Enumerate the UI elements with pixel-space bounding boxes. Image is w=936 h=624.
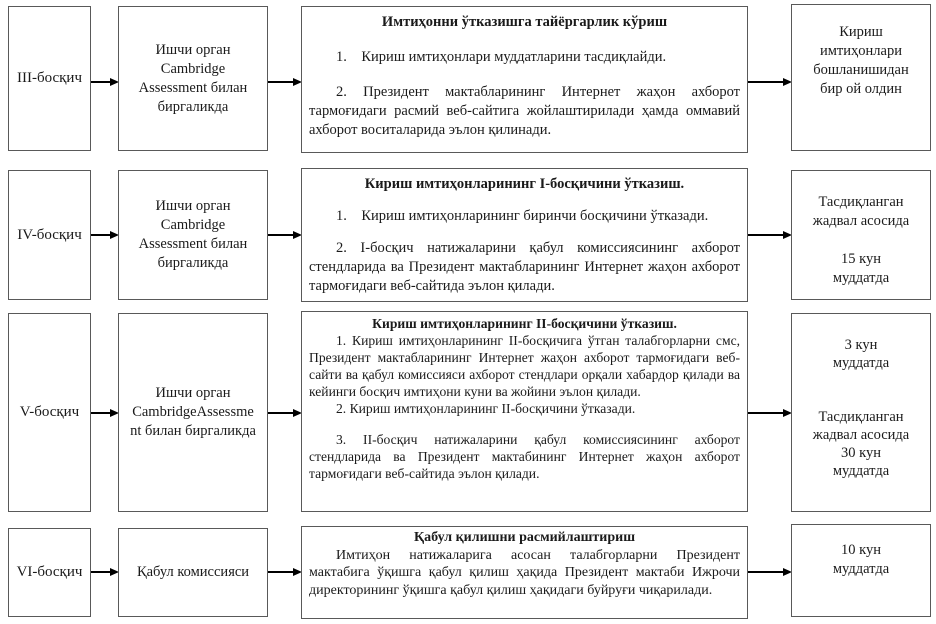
main-title: Кириш имтиҳонларининг I-босқичини ўтказиш.: [364, 176, 685, 192]
main-paragraph: 1. Кириш имтиҳонларининг биринчи босқичини ўтказади.: [336, 208, 709, 224]
timing-line: 10 кун: [841, 542, 881, 558]
timing-line: Кириш: [839, 24, 883, 40]
main-box-row1: [301, 6, 748, 153]
main-paragraph: 2. Кириш имтиҳонларининг II-босқичини ўтказади.: [336, 401, 636, 416]
arrow-right-icon: [748, 571, 783, 573]
timing-box-row2: [791, 170, 931, 300]
stage-box-iii: [8, 6, 91, 151]
main-title: Қабул қилишни расмийлаштириш: [413, 530, 636, 545]
main-box-row3: [301, 311, 748, 512]
timing-line: жадвал асосида: [812, 213, 910, 229]
arrow-right-icon: [91, 412, 110, 414]
timing-box-row3: [791, 313, 931, 512]
stage-label: V-босқич: [19, 404, 80, 420]
arrow-right-icon: [91, 571, 110, 573]
actor-line: биргаликда: [157, 98, 229, 115]
stage-label: III-босқич: [16, 70, 82, 86]
timing-line: имтиҳонлари: [820, 43, 902, 59]
main-paragraph: Имтиҳон натижаларига асосан талабгорларни Президент мактабига ўқишга қабул қилиш ҳақида Президент мактаби Ижрочи директорининг ўқишга қабул қилиш ҳақидаги буйруғи чиқарилади.: [309, 547, 740, 598]
actor-box-row2: [118, 170, 268, 300]
actor-line: биргаликда: [157, 255, 229, 271]
arrow-right-icon: [91, 81, 110, 83]
timing-line: бир ой олдин: [820, 81, 902, 97]
timing-line: 30 кун: [841, 445, 881, 461]
main-paragraph: 1. Кириш имтиҳонлари муддатларини тасдиқлайди.: [336, 49, 667, 65]
actor-box-row1: [118, 6, 268, 151]
timing-line: 15 кун: [841, 251, 881, 267]
timing-line: Тасдиқланган: [818, 409, 904, 425]
timing-line: муддатда: [832, 463, 890, 479]
actor-box-row4: [118, 528, 268, 617]
timing-line: Тасдиқланган: [818, 194, 904, 210]
main-paragraph: 3. II-босқич натижаларини қабул комиссиясининг ахборот стендларида ва Президент мактабининг Интернет жаҳон ахборот тармоғидаги веб-сайтида эълон қилади.: [309, 432, 740, 481]
actor-line: Cambridge: [160, 60, 226, 77]
timing-line: 3 кун: [844, 337, 878, 353]
arrow-right-icon: [748, 234, 783, 236]
main-title: Кириш имтиҳонларининг II-босқичини ўтказиш.: [372, 316, 677, 331]
timing-box-row1: [791, 4, 931, 151]
stage-box-iv: [8, 170, 91, 300]
actor-line: nt билан биргаликда: [130, 423, 256, 439]
main-paragraph: 2. I-босқич натижаларини қабул комиссиясининг ахборот стендларида ва Президент мактабларининг Интернет жаҳон ахборот тармоғидаги веб-сайтида эълон қилади.: [309, 240, 740, 294]
actor-line: Assessment билан: [138, 79, 248, 96]
stage-box-v: [8, 313, 91, 512]
stage-box-vi: [8, 528, 91, 617]
timing-line: [796, 372, 926, 390]
arrow-right-icon: [268, 571, 293, 573]
main-paragraph: 1. Кириш имтиҳонларининг II-босқичига ўтган талабгорларни смс, Президент мактабларининг Интернет жаҳон ахборот тармоғидаги веб-сайти ва қабул комиссияси ахборот стендлари орқали хабардор қилади ва кейинги босқич имтиҳони куни ва жойини эълон қилади.: [309, 333, 740, 399]
main-box-row4: [301, 526, 748, 619]
actor-line: Қабул комиссияси: [136, 564, 250, 580]
main-title: Имтиҳонни ўтказишга тайёргарлик кўриш: [381, 14, 668, 30]
actor-line: Assessment билан: [138, 236, 248, 252]
timing-line: [796, 390, 926, 408]
arrow-right-icon: [748, 81, 783, 83]
timing-line: жадвал асосида: [812, 427, 910, 443]
arrow-right-icon: [268, 81, 293, 83]
timing-line: бошланишидан: [813, 62, 909, 78]
actor-line: Cambridge: [160, 217, 226, 233]
timing-line: муддатда: [832, 561, 890, 577]
actor-line: Ишчи орган: [155, 41, 231, 58]
arrow-right-icon: [268, 234, 293, 236]
actor-line: Ишчи орган: [155, 198, 231, 214]
main-paragraph: 2. Президент мактабларининг Интернет жаҳон ахборот тармоғидаги расмий веб-сайтига жойлаштирилади ҳамда оммавий ахборот воситаларида эълон қилинади.: [309, 84, 740, 138]
stage-label: IV-босқич: [17, 226, 82, 243]
main-box-row2: [301, 168, 748, 302]
arrow-right-icon: [748, 412, 783, 414]
timing-line: муддатда: [832, 270, 890, 286]
actor-line: Ишчи орган: [155, 385, 231, 401]
arrow-right-icon: [268, 412, 293, 414]
stage-label: VI-босқич: [16, 564, 83, 580]
timing-box-row4: [791, 524, 931, 617]
timing-line: муддатда: [832, 355, 890, 371]
arrow-right-icon: [91, 234, 110, 236]
actor-box-row3: [118, 313, 268, 512]
actor-line: CambridgeAssessme: [132, 404, 254, 420]
timing-line: [796, 231, 926, 250]
